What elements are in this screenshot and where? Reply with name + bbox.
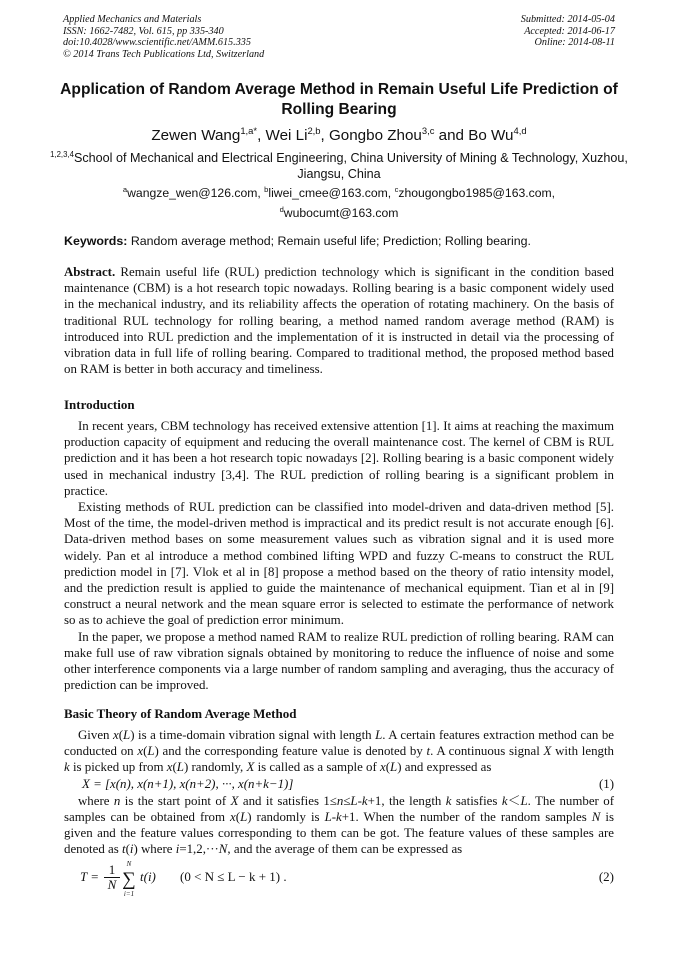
- author-name: Gongbo Zhou: [328, 127, 422, 145]
- equation-2-condition: (0 < N ≤ L − k + 1) .: [180, 869, 287, 884]
- paper-title: Application of Random Average Method in Remain Useful Life Prediction of Rolling Bearing: [60, 81, 618, 118]
- equation-2-fraction: [104, 863, 120, 892]
- intro-paragraph: Existing methods of RUL prediction can be classified into model-driven and data-driven method [5]. Most of the time, the model-driven method is impractical and its predict result is not accurate enough [6]. Data-driven method bases on some measurement values such as vibration signal and it is used more widely. Pan et al introduce a method combined lifting WPD and fuzzy C-means to construct the RUL prediction model in [7]. Vlok et al in [8] propose a method based on the theory of ratio intensity model, and the prediction result is applied to guide the maintenance of mechanical equipment. Tian et al in [9] construct a neural network and the mean square error is selected to estimate the performance of network so as to achieve the goal of prediction error minimum.: [64, 500, 614, 628]
- email-link[interactable]: zhougongbo1985@163.com: [398, 186, 552, 201]
- author-sup: 4,d: [513, 125, 527, 136]
- author-sup: 1,a*: [240, 125, 258, 136]
- theory-paragraph-1: Given x(L) is a time-domain vibration signal with length L. A certain features extraction method can be conducted on x(L) and the corresponding feature value is denoted by t. A continuous signal X with length k is picked up from x(L) randomly, X is called as a sample of x(L) and expressed as: [64, 728, 614, 775]
- email-link[interactable]: wubocumt@163.com: [283, 205, 399, 220]
- equation-2-lhs: T =: [80, 869, 100, 884]
- basic-theory-heading: Basic Theory of Random Average Method: [64, 706, 297, 721]
- intro-paragraph: In recent years, CBM technology has received extensive attention [1]. It aims at reaching the maximum production capacity of equipment and reducing the overall maintenance cost. The kernel of CBM is RUL prediction and it has been a hot research topic nowadays [2]. Rolling bearing is a basic component widely used in mechanical industry [3,4]. The RUL prediction of rolling bearing is a significant problem in practice.: [64, 419, 614, 498]
- email-sup: b: [264, 185, 269, 194]
- journal-name: Applied Mechanics and Materials: [63, 14, 202, 25]
- email-link[interactable]: wangze_wen@126.com: [127, 186, 258, 201]
- author-sup: 3,c: [421, 125, 435, 136]
- equation-1-number: (1): [598, 776, 614, 791]
- keywords: [64, 234, 624, 249]
- introduction-heading: Introduction: [64, 397, 135, 412]
- fraction-numerator: 1: [104, 863, 120, 878]
- email-list: $^a$wangze_wen@126.com, $^b$liwei_cmee@163.com, $^c$zhougongbo1985@163.com, $^d$wubocumt@163.com: [122, 185, 556, 220]
- introduction-body: [64, 418, 614, 693]
- affiliation-text: School of Mechanical and Electrical Engineering, China University of Mining & Technology, Xuzhou, Jiangsu, China: [73, 151, 628, 182]
- issn-line: ISSN: 1662-7482, Vol. 615, pp 335-340: [63, 25, 224, 37]
- equation-2: [64, 862, 614, 902]
- accepted-date: Accepted: 2014-06-17: [524, 25, 615, 37]
- journal-header: [63, 14, 264, 60]
- sum-lower-limit: i=1: [123, 890, 135, 898]
- equation-1: [64, 776, 614, 793]
- theory-paragraph-2: where n is the start point of X and it satisfies 1≤n≤L-k+1, the length k satisfies k＜L. The number of samples can be obtained from x(L) randomly is L-k+1. When the number of the random samples N is given and the feature values corresponding to them can be got. The feature values of these samples are denoted as t(i) where i=1,2,···N, and the average of them can be expressed as: [64, 793, 614, 857]
- author-name: Bo Wu: [468, 127, 514, 145]
- sum-upper-limit: N: [126, 860, 132, 868]
- affiliation: [50, 147, 628, 182]
- basic-theory-body: [64, 727, 614, 857]
- intro-paragraph: In the paper, we propose a method named RAM to realize RUL prediction of rolling bearing. RAM can make full use of raw vibration signals obtained by monitoring to reduce the influence of noise and some other interference components via a large number of random sampling and averaging, thus the accuracy of prediction can be improved.: [64, 629, 614, 693]
- dates-header: [521, 14, 615, 49]
- online-date: Online: 2014-08-11: [534, 37, 615, 49]
- author-sup: 2,b: [307, 125, 321, 136]
- affiliation-sup: 1,2,3,4: [50, 150, 74, 159]
- equation-2-summation: [122, 859, 136, 900]
- submitted-date: Submitted: 2014-05-04: [520, 14, 615, 25]
- email-sup: d: [279, 204, 284, 214]
- keywords-label: Keywords:: [64, 234, 128, 248]
- equation-2-number: (2): [598, 869, 614, 884]
- fraction-denominator: N: [107, 877, 117, 892]
- email-link[interactable]: liwei_cmee@163.com: [268, 186, 388, 201]
- abstract-label: Abstract.: [64, 265, 116, 279]
- author-list: Zewen Wang$^{1,a*}$, Wei Li$^{2,b}$, Gongbo Zhou$^{3,c}$ and Bo Wu$^{4,d}$: [151, 125, 527, 145]
- equation-2-term: t(i): [140, 869, 156, 884]
- keywords-text: Random average method; Remain useful life; Prediction; Rolling bearing.: [130, 234, 531, 248]
- author-name: Zewen Wang: [151, 127, 241, 145]
- abstract: [64, 264, 614, 377]
- abstract-text: Remain useful life (RUL) prediction technology which is significant in the condition based maintenance (CBM) is a hot research topic nowadays. Rolling bearing is a basic component widely used in the mechanical industry, and its reliability affects the operation of rotating machinery. On the basis of traditional RUL technology for rolling bearing, a method named random average method (RAM) is introduced into RUL prediction and the implementation of it is instructed in detail via the processing of vibration data in full life of rolling bearing. Compared to traditional method, the proposed method based on RAM is better in both accuracy and timeliness.: [64, 265, 614, 377]
- email-sup: a: [122, 185, 128, 194]
- email-sup: c: [394, 185, 399, 194]
- sigma-icon: ∑: [122, 869, 136, 890]
- doi-line: doi:10.4028/www.scientific.net/AMM.615.335: [63, 37, 251, 49]
- copyright-line: © 2014 Trans Tech Publications Ltd, Switzerland: [63, 48, 265, 60]
- equation-1-expr: X = [x(n), x(n+1), x(n+2), ···, x(n+k−1)]: [82, 776, 294, 791]
- author-name: Wei Li: [265, 127, 308, 145]
